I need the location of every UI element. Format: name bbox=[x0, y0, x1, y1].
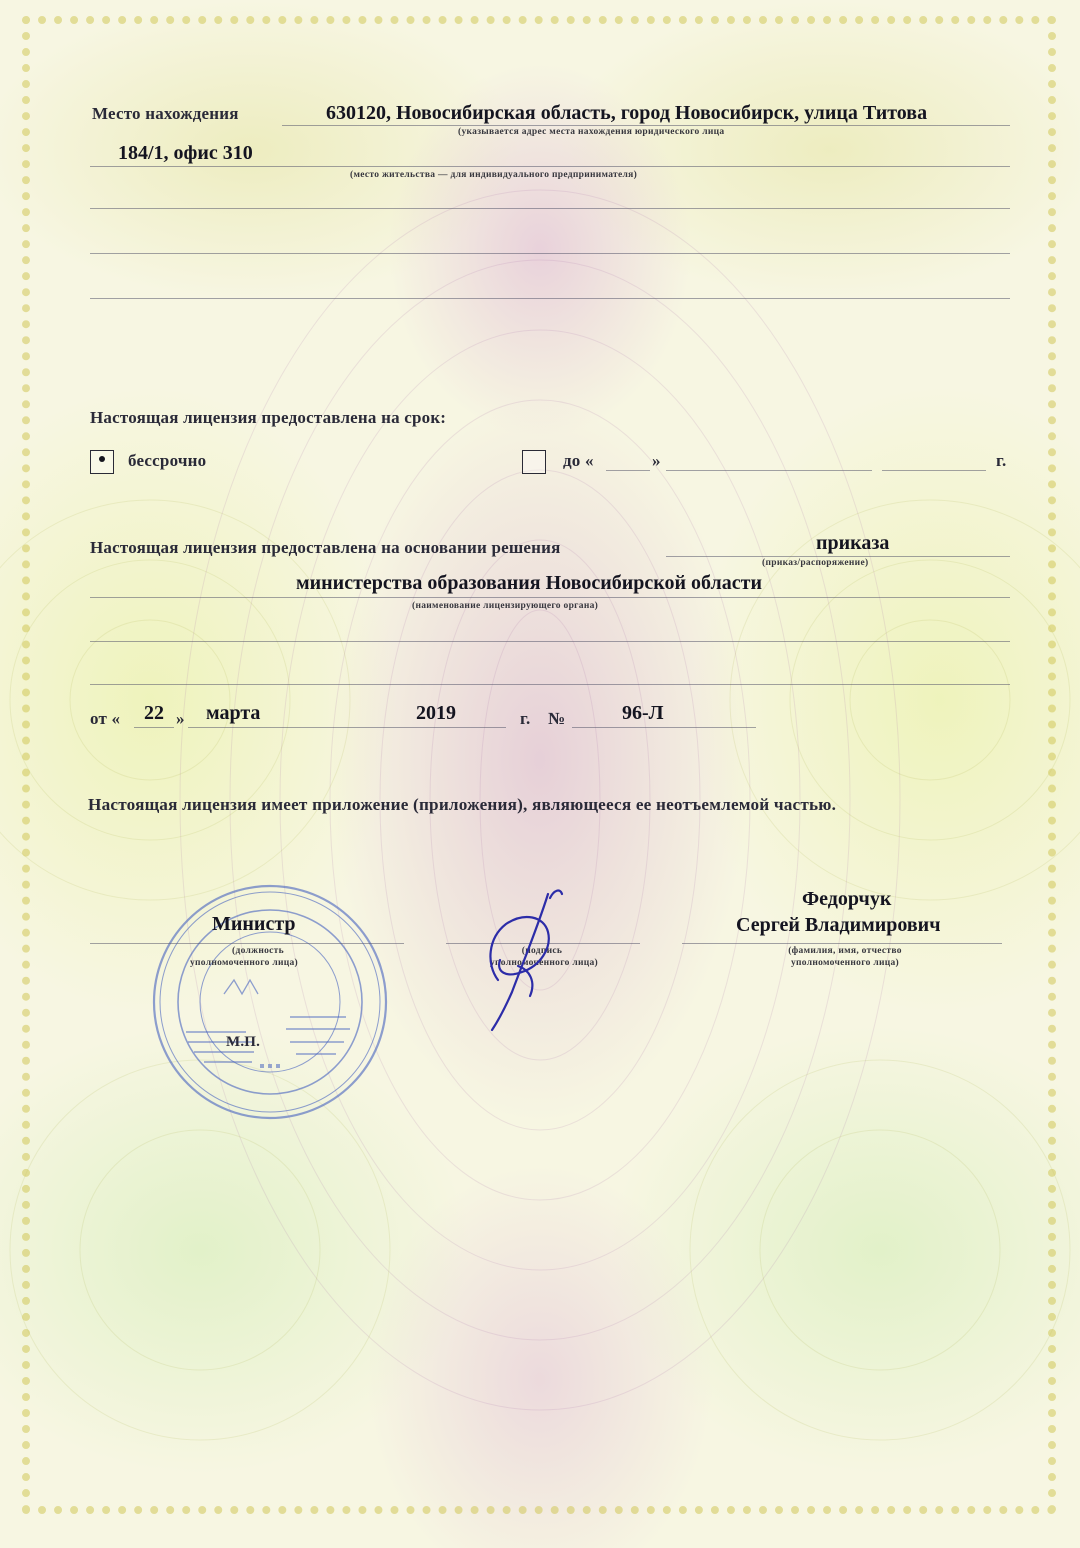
licensing-authority: министерства образования Новосибирской области bbox=[296, 572, 762, 594]
order-number-underline bbox=[572, 727, 756, 728]
decision-type-underline bbox=[666, 556, 1010, 557]
blank-line bbox=[90, 641, 1010, 642]
blank-line bbox=[90, 684, 1010, 685]
name-caption-line-1: (фамилия, имя, отчество bbox=[788, 946, 902, 956]
until-day-field bbox=[606, 470, 650, 471]
until-month-field bbox=[666, 470, 872, 471]
name-caption-line-2: уполномоченного лица) bbox=[790, 958, 900, 968]
term-heading: Настоящая лицензия предоставлена на срок: bbox=[90, 408, 447, 427]
indefinite-checkbox[interactable] bbox=[90, 450, 114, 474]
position-underline bbox=[90, 943, 404, 944]
blank-line bbox=[90, 208, 1010, 209]
authority-caption: (наименование лицензирующего органа) bbox=[412, 601, 599, 611]
order-day: 22 bbox=[144, 702, 164, 724]
checkbox-mark-icon bbox=[99, 456, 105, 462]
blank-line bbox=[90, 298, 1010, 299]
until-close-quote: » bbox=[652, 451, 661, 470]
order-year-suffix: г. bbox=[520, 709, 531, 728]
decorative-border bbox=[22, 16, 1056, 1514]
signatory-surname: Федорчук bbox=[802, 888, 892, 910]
until-year-field bbox=[882, 470, 986, 471]
address-line-2-underline bbox=[90, 166, 1010, 167]
handwritten-signature bbox=[478, 886, 578, 1034]
order-number: 96-Л bbox=[622, 702, 664, 724]
until-checkbox[interactable] bbox=[522, 450, 546, 474]
decision-type: приказа bbox=[816, 532, 890, 554]
authority-underline bbox=[90, 597, 1010, 598]
order-month-year-underline bbox=[188, 727, 506, 728]
order-from-label: от « bbox=[90, 709, 121, 728]
basis-heading: Настоящая лицензия предоставлена на основании решения bbox=[90, 538, 561, 557]
signature-caption-line-1: (подпись bbox=[521, 946, 563, 956]
address-line-1: 630120, Новосибирская область, город Новосибирск, улица Титова bbox=[326, 102, 928, 124]
appendix-statement: Настоящая лицензия имеет приложение (приложения), являющееся ее неотъемлемой частью. bbox=[88, 795, 837, 814]
residence-caption: (место жительства — для индивидуального предпринимателя) bbox=[350, 170, 638, 180]
address-underline bbox=[282, 125, 1010, 126]
signatory-given-names: Сергей Владимирович bbox=[736, 914, 941, 936]
order-month: марта bbox=[206, 702, 261, 724]
position-caption-line-1: (должность bbox=[232, 946, 284, 956]
order-day-close: » bbox=[176, 709, 185, 728]
order-number-sign: № bbox=[548, 709, 566, 728]
decision-type-caption: (приказ/распоряжение) bbox=[762, 558, 869, 568]
location-label: Место нахождения bbox=[92, 104, 239, 123]
name-underline bbox=[682, 943, 1002, 944]
until-year-suffix: г. bbox=[996, 451, 1007, 470]
position-caption-line-2: уполномоченного лица) bbox=[189, 958, 299, 968]
signatory-position: Министр bbox=[212, 913, 296, 935]
signature-caption-line-2: уполномоченного лица) bbox=[489, 958, 599, 968]
order-day-underline bbox=[134, 727, 174, 728]
address-caption: (указывается адрес места нахождения юридического лица bbox=[458, 127, 725, 137]
stamp-place-label: М.П. bbox=[226, 1034, 261, 1050]
blank-line bbox=[90, 253, 1010, 254]
order-year: 2019 bbox=[416, 702, 456, 724]
until-label: до « bbox=[563, 451, 594, 470]
indefinite-label: бессрочно bbox=[128, 451, 207, 470]
address-line-2: 184/1, офис 310 bbox=[118, 142, 253, 164]
